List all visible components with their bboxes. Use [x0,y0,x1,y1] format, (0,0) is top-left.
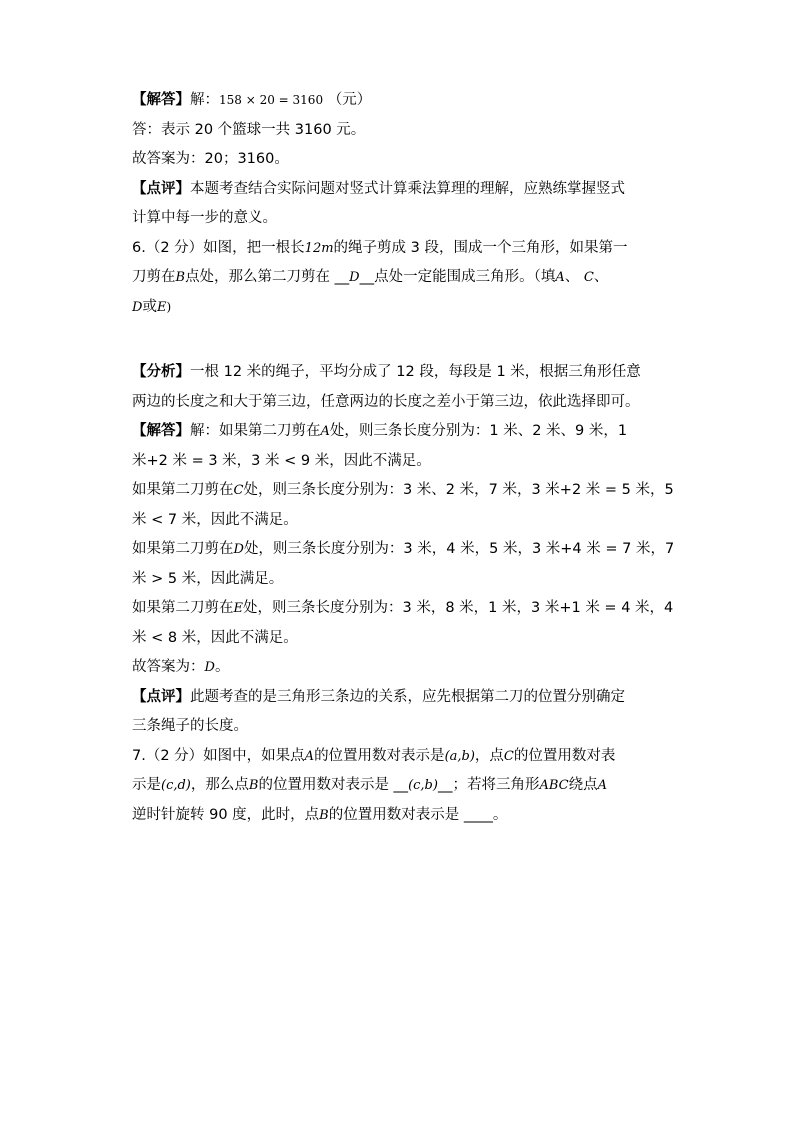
section-tag-analysis: 【分析】 [132,364,190,380]
comment-line-2: 三条绳子的长度。 [132,718,248,734]
section-tag-comment: 【点评】 [132,688,190,705]
answer-blank: D [349,270,360,285]
solution-line-5: 如果第二刀剪在D处，则三条长度分别为：3 米，4 米，5 米，3 米+4 米 = 7 米，7 [132,541,675,557]
comment-line-1: 【点评】此题考查的是三角形三条边的关系，应先根据第二刀的位置分别确定 [132,688,625,705]
question-7-line-2: 示是(c,d)，那么点B的位置用数对表示是 __(c,b)__；若将三角形ABC绕点A [132,777,607,793]
solution-line-8: 米 < 8 米，因此不满足。 [132,629,298,646]
analysis-line-1: 【分析】一根 12 米的绳子，平均分成了 12 段，每段是 1 米，根据三角形任意 [132,364,641,380]
final-answer-line: 故答案为：20；3160。 [132,151,289,167]
solution-line-3: 如果第二刀剪在C处，则三条长度分别为：3 米、2 米，7 米，3 米+2 米 = 5 米，5 [132,482,674,498]
answer-line-1: 【解答】解：158 × 20 = 3160 （元） [132,92,372,108]
question-6-line-1: 6.（2 分）如图，把一根长12m的绳子剪成 3 段，围成一个三角形，如果第一 [132,239,628,256]
document-body [132,86,712,830]
analysis-line-2: 两边的长度之和大于第三边，任意两边的长度之差小于第三边，依此选择即可。 [132,393,640,410]
question-6-line-2: 刀剪在B点处，那么第二刀剪在 __D__点处一定能围成三角形。（填A、 C、 [132,269,609,285]
question-6-line-3: D或E) [132,298,172,315]
solution-line-2: 米+2 米 = 3 米，3 米 < 9 米，因此不满足。 [132,452,431,469]
solution-line-4: 米 < 7 米，因此不满足。 [132,511,298,528]
figure-gap [132,322,712,358]
comment-line-2: 计算中每一步的意义。 [132,210,277,226]
section-tag-answer: 【解答】 [132,92,190,108]
question-7-line-3: 逆时针旋转 90 度，此时，点B的位置用数对表示是 ____。 [132,806,508,823]
solution-line-6: 米 > 5 米，因此满足。 [132,570,284,587]
answer-line-2: 答：表示 20 个篮球一共 3160 元。 [132,121,366,138]
question-7-line-1: 7.（2 分）如图中，如果点A的位置用数对表示是(a,b)，点C的位置用数对表 [132,747,616,764]
solution-line-7: 如果第二刀剪在E处，则三条长度分别为：3 米，8 米，1 米，3 米+1 米 = 4 米，4 [132,600,674,616]
section-tag-comment: 【点评】 [132,180,190,197]
comment-line-1: 【点评】本题考查结合实际问题对竖式计算乘法算理的理解，应熟练掌握竖式 [132,180,625,197]
answer-blank: (c,b) [408,778,438,793]
solution-line-1: 【解答】解：如果第二刀剪在A处，则三条长度分别为：1 米、2 米、9 米，1 [132,423,628,439]
section-tag-answer: 【解答】 [132,423,190,439]
formula: 158 × 20 = 3160 [219,93,324,107]
final-answer-line: 故答案为：D。 [132,659,230,675]
